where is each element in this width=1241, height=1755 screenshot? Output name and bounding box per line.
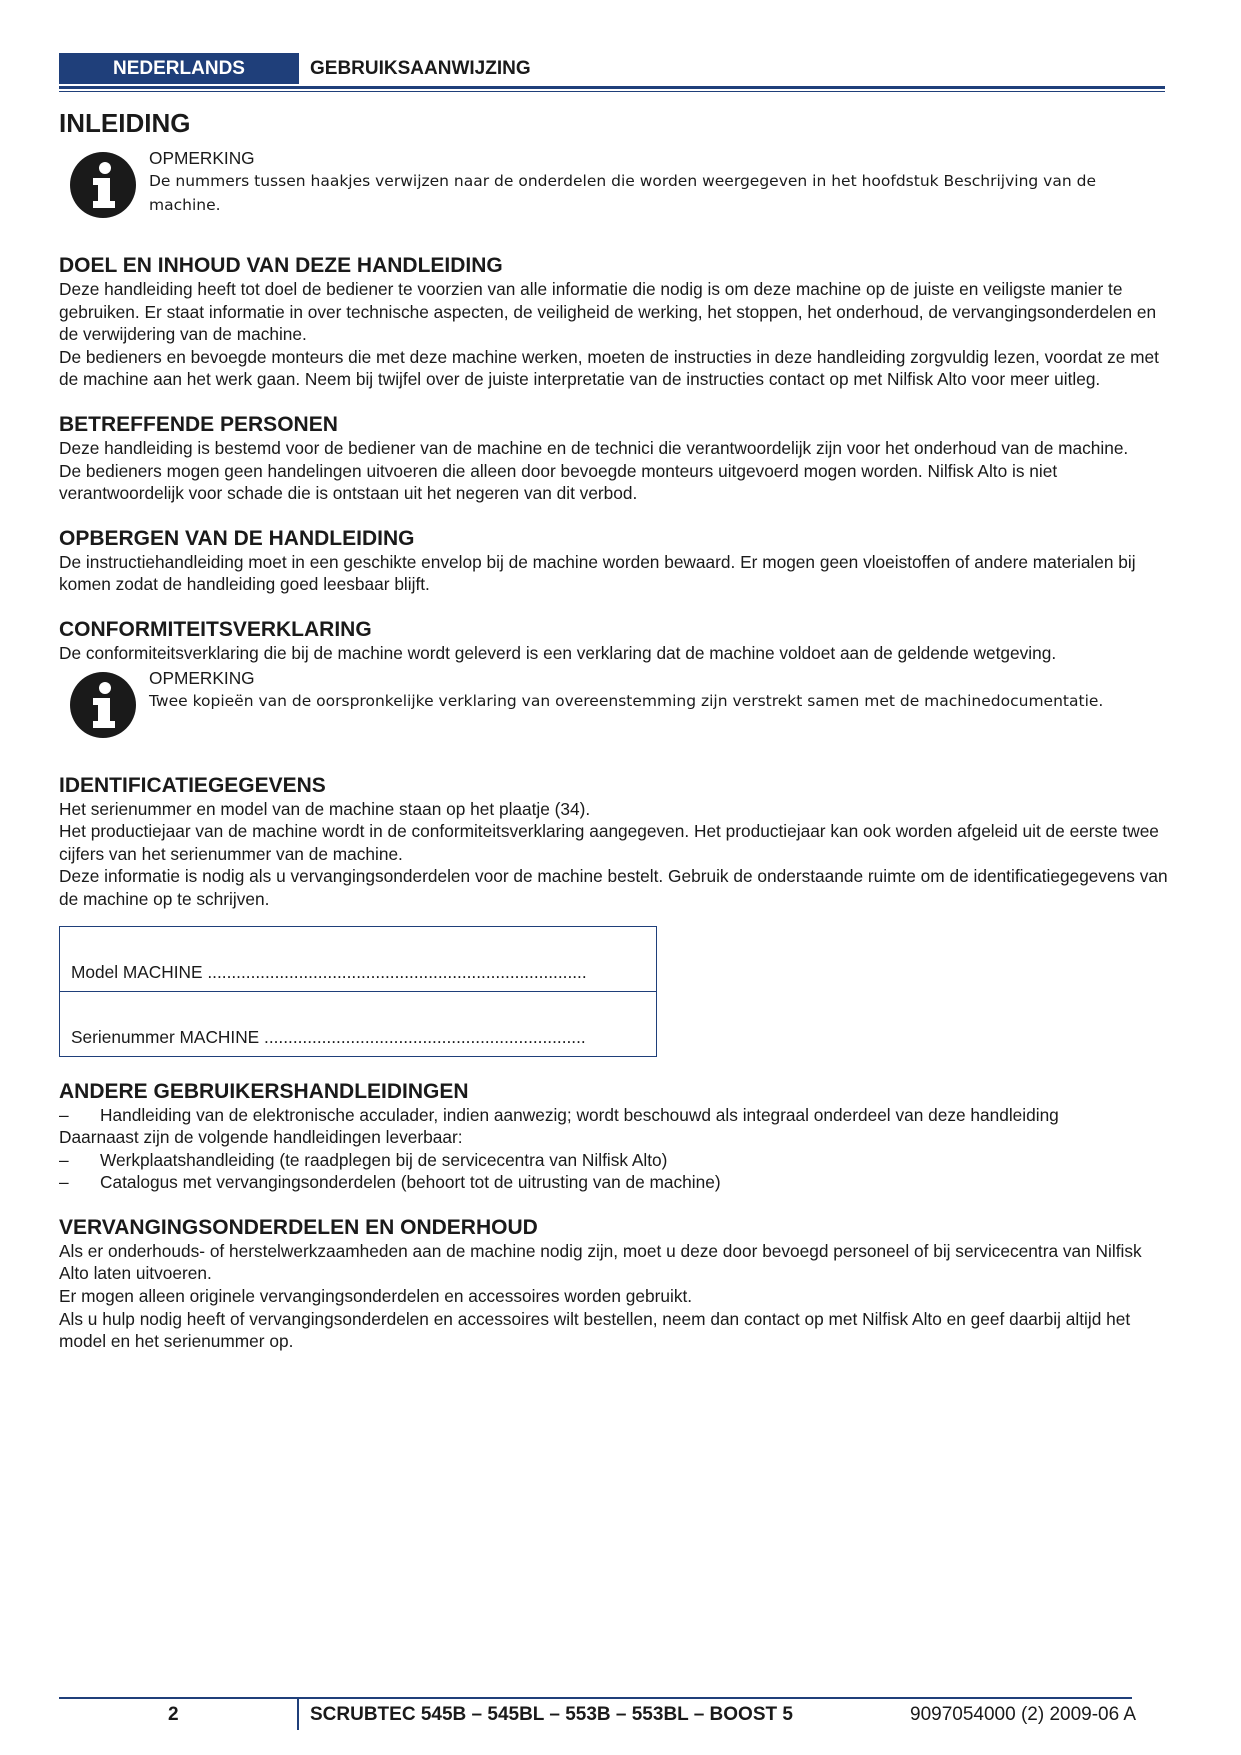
paragraph: Als er onderhouds- of herstelwerkzaamheden aan de machine nodig zijn, moet u deze door bevoegd personeel of bij servicecentra van Nilfisk Alto laten uitvoeren.: [59, 1240, 1142, 1284]
paragraph: De conformiteitsverklaring die bij de machine wordt geleverd is een verklaring dat de machine voldoet aan de geldende wetgeving.: [59, 642, 1057, 663]
language-badge: NEDERLANDS: [59, 53, 299, 84]
list-item: [59, 1149, 1169, 1172]
note-label: OPMERKING: [149, 148, 255, 168]
page-number: 2: [168, 1704, 179, 1725]
list-item: [59, 1171, 1169, 1194]
list-dash: –: [59, 1172, 69, 1193]
list-item-text: Werkplaatshandleiding (te raadplegen bij de servicecentra van Nilfisk Alto): [100, 1149, 668, 1170]
model-label: Model MACHINE ...............................................................................: [71, 961, 587, 982]
section-andere: [59, 1079, 1169, 1194]
paragraph: Daarnaast zijn de volgende handleidingen leverbaar:: [59, 1127, 463, 1148]
section-heading: VERVANGINGSONDERDELEN EN ONDERHOUD: [59, 1215, 538, 1239]
section-heading: OPBERGEN VAN DE HANDLEIDING: [59, 526, 415, 550]
section-heading: IDENTIFICATIEGEGEVENS: [59, 773, 326, 797]
paragraph: Deze handleiding heeft tot doel de bediener te voorzien van alle informatie die nodig is om deze machine op de juiste en veiligste manier te gebruiken. Er staat informatie in over technische aspecten, de veiligheid de werking, het stoppen, het onderhoud, de vervangingsonderdelen en de verwijdering van de machine.: [59, 279, 1157, 345]
note-text: Twee kopieën van de oorspronkelijke verklaring van overeenstemming zijn verstrekt samen met de machinedocumentatie.: [149, 691, 1104, 710]
footer-model: SCRUBTEC 545B – 545BL – 553B – 553BL – BOOST 5: [310, 1704, 793, 1725]
paragraph: Er mogen alleen originele vervangingsonderdelen en accessoires worden gebruikt.: [59, 1286, 693, 1307]
paragraph: Deze informatie is nodig als u vervangingsonderdelen voor de machine bestelt. Gebruik de onderstaande ruimte om de identificatiegegevens van de machine op te schrijven.: [59, 866, 1168, 909]
list-item-text: Catalogus met vervangingsonderdelen (behoort tot de uitrusting van de machine): [100, 1172, 721, 1193]
page-content: [59, 108, 1169, 1353]
section-heading: BETREFFENDE PERSONEN: [59, 412, 338, 436]
section-vervanging: [59, 1215, 1169, 1353]
section-heading: CONFORMITEITSVERKLARING: [59, 617, 372, 641]
paragraph: Het productiejaar van de machine wordt in de conformiteitsverklaring aangegeven. Het productiejaar kan ook worden afgeleid uit de eerste twee cijfers van het serienummer van de machine.: [59, 821, 1159, 864]
section-identificatie: [59, 773, 1169, 1057]
section-doel: [59, 253, 1169, 391]
note-text: De nummers tussen haakjes verwijzen naar de onderdelen die worden weergegeven in het hoofdstuk Beschrijving van de machine.: [149, 172, 1096, 214]
info-icon: [69, 151, 137, 219]
serial-label: Serienummer MACHINE ...................................................................: [71, 1026, 586, 1047]
paragraph: De instructiehandleiding moet in een geschikte envelop bij de machine worden bewaard. Er mogen geen vloeistoffen of andere materialen bij komen zodat de handleiding goed leesbaar blijft.: [59, 551, 1136, 595]
section-heading: ANDERE GEBRUIKERSHANDLEIDINGEN: [59, 1079, 469, 1103]
header-title: GEBRUIKSAANWIJZING: [310, 57, 531, 79]
identification-box: [59, 926, 657, 1057]
header-rule-thin: [59, 91, 1165, 92]
section-personen: [59, 412, 1169, 505]
paragraph: Deze handleiding is bestemd voor de bediener van de machine en de technici die verantwoordelijk zijn voor het onderhoud van de machine.: [59, 437, 1129, 458]
note-block: [59, 667, 1169, 739]
paragraph: De bedieners mogen geen handelingen uitvoeren die alleen door bevoegde monteurs uitgevoerd mogen worden. Nilfisk Alto is niet verantwoordelijk voor schade die is ontstaan uit het negeren van dit verbod.: [59, 460, 1058, 504]
page-header: [59, 53, 1165, 84]
page-title: INLEIDING: [59, 108, 191, 138]
header-rule: [59, 86, 1165, 89]
model-field: [60, 927, 656, 991]
paragraph: De bedieners en bevoegde monteurs die met deze machine werken, moeten de instructies in deze handleiding zorgvuldig lezen, voordat ze met de machine aan het werk gaan. Neem bij twijfel over de juiste interpretatie van de instructies contact op met Nilfisk Alto voor meer uitleg.: [59, 346, 1159, 390]
serial-field: [60, 991, 656, 1056]
footer-document-code: 9097054000 (2) 2009-06 A: [910, 1704, 1137, 1725]
list-dash: –: [59, 1149, 69, 1170]
paragraph: Als u hulp nodig heeft of vervangingsonderdelen en accessoires wilt bestellen, neem dan contact op met Nilfisk Alto en geef daarbij altijd het model en het serienummer op.: [59, 1308, 1131, 1352]
section-conformiteit: [59, 617, 1169, 739]
paragraph: Het serienummer en model van de machine staan op het plaatje (34).: [59, 798, 591, 819]
footer-separator: [297, 1697, 299, 1730]
note-label: OPMERKING: [149, 667, 255, 688]
section-opbergen: [59, 526, 1169, 596]
section-heading: DOEL EN INHOUD VAN DEZE HANDLEIDING: [59, 254, 503, 277]
list-item-text: Handleiding van de elektronische acculader, indien aanwezig; wordt beschouwd als integraal onderdeel van deze handleiding: [100, 1104, 1059, 1125]
note-block: [59, 147, 1169, 219]
footer-rule: [59, 1697, 1132, 1699]
list-item: [59, 1104, 1169, 1127]
info-icon: [69, 671, 137, 739]
list-dash: –: [59, 1104, 69, 1125]
